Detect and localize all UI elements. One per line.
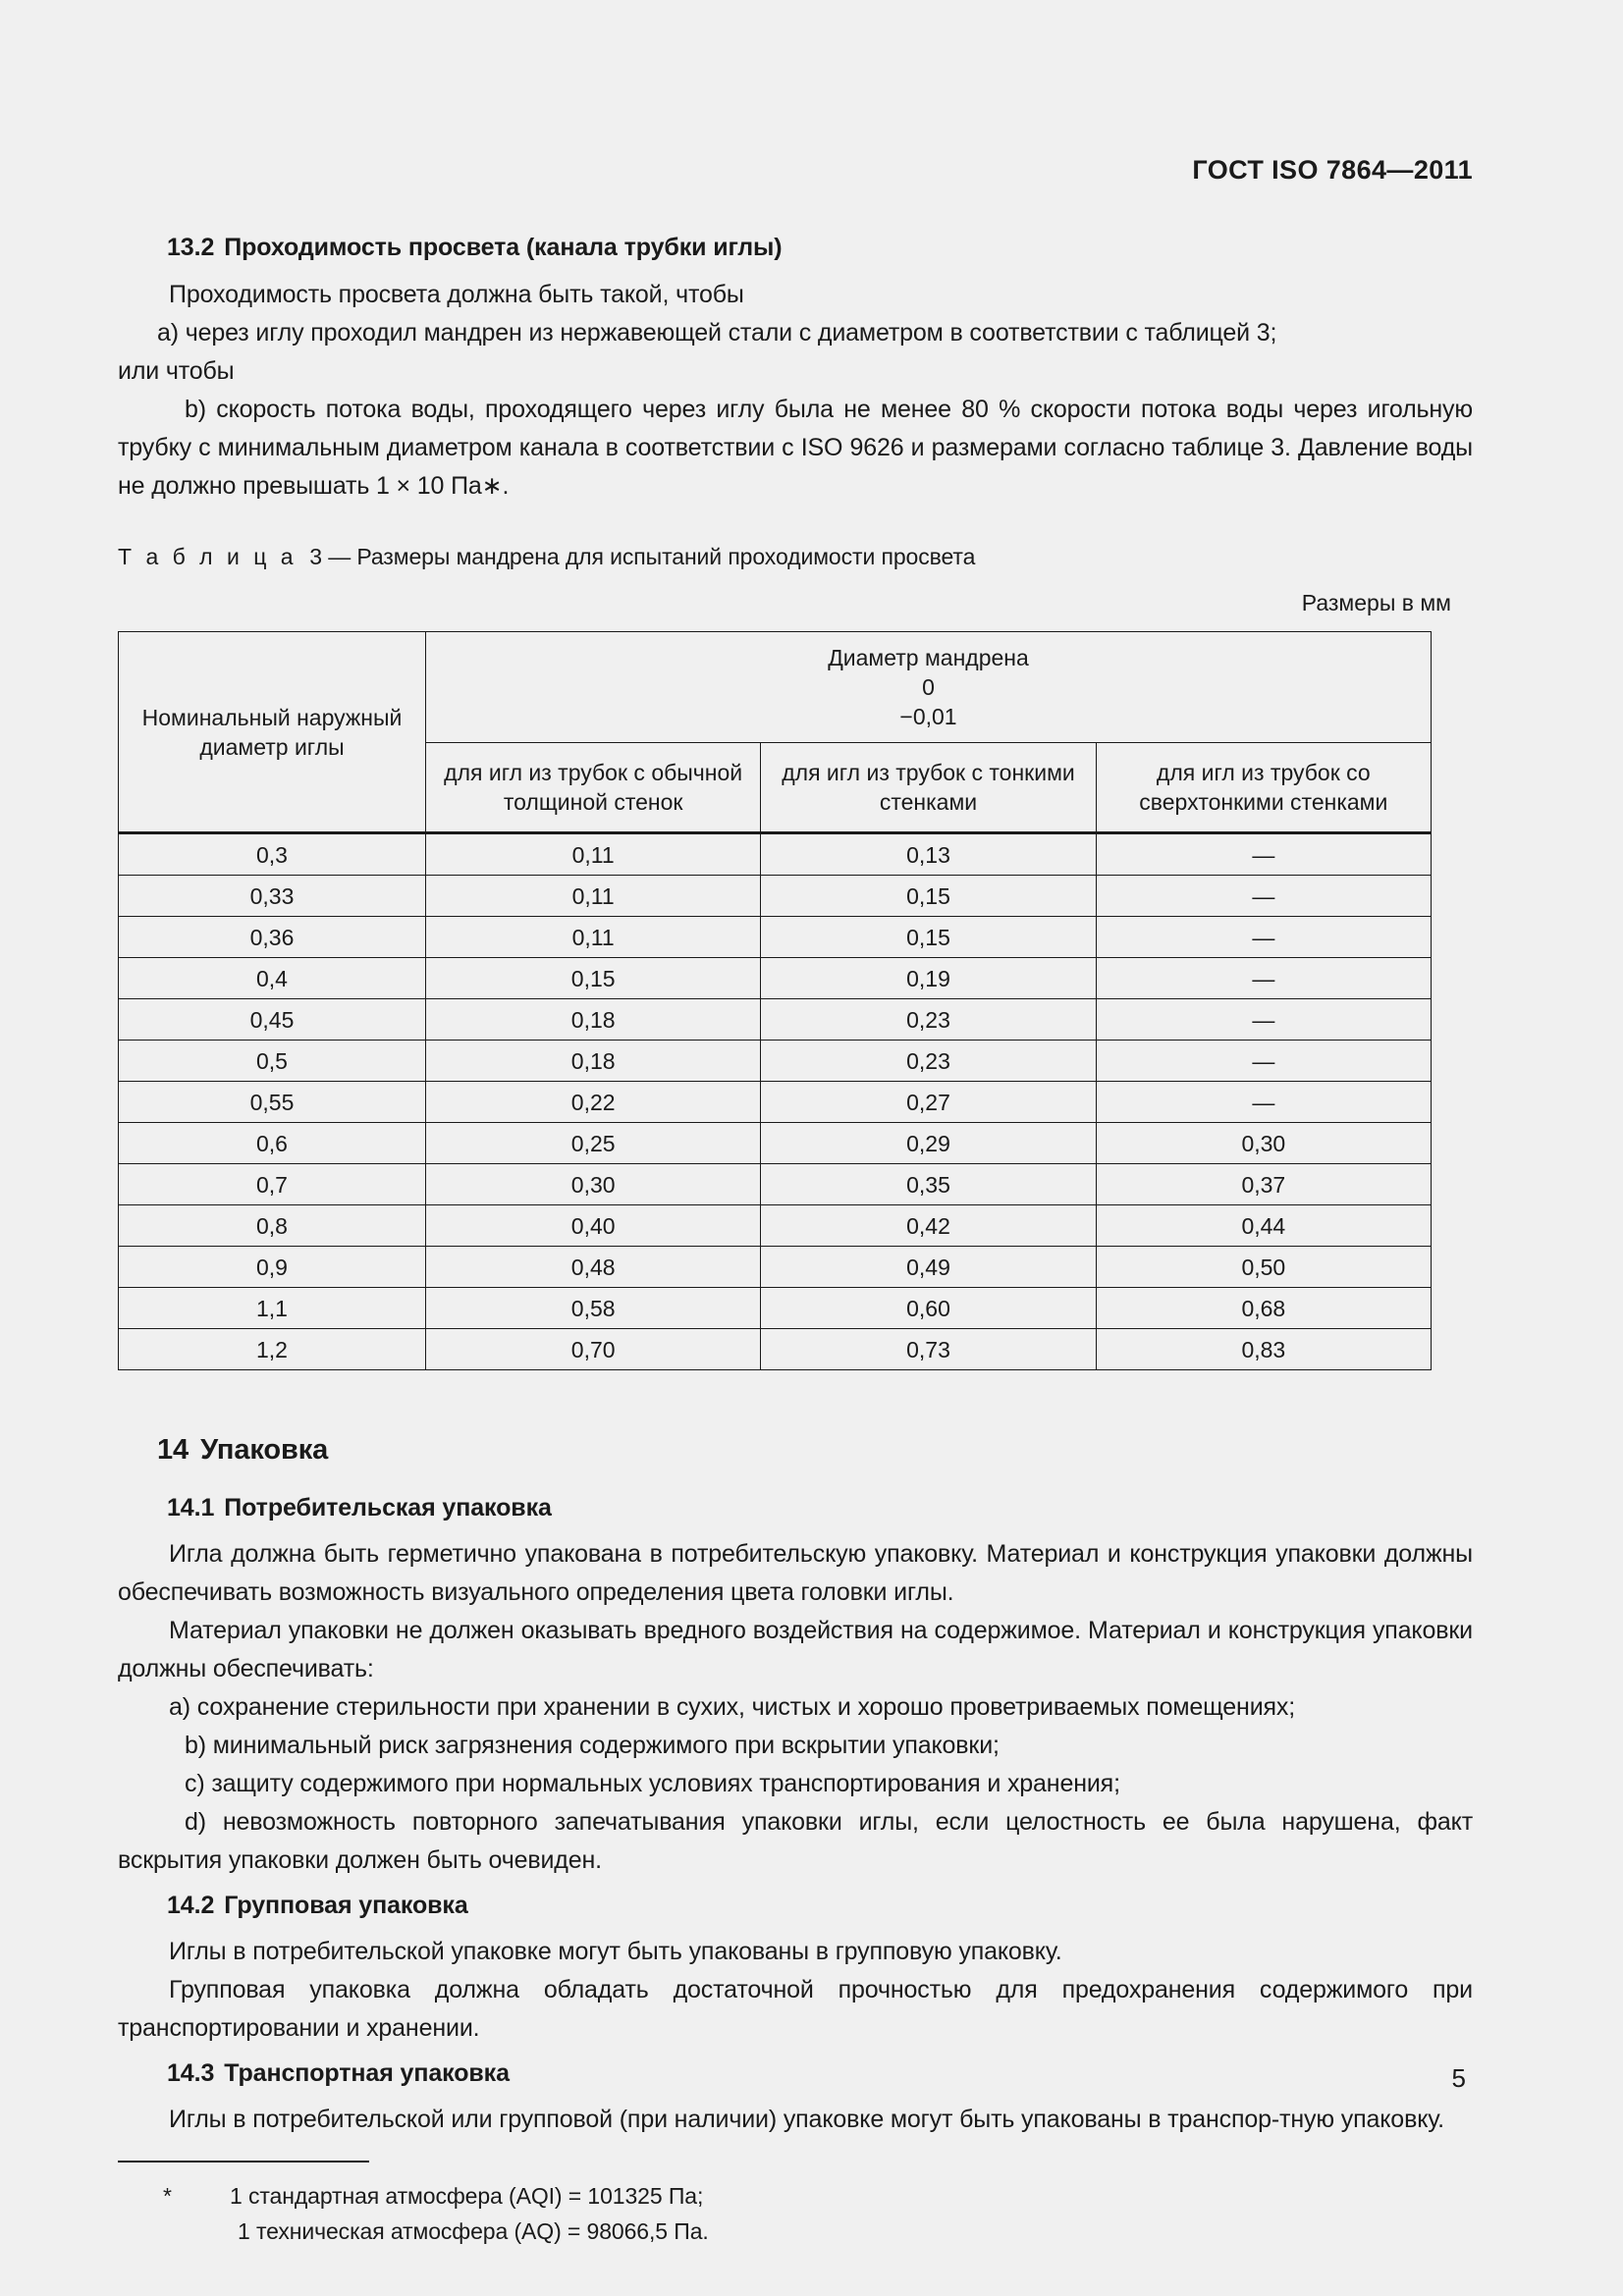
footnote-line-1-text: 1 стандартная атмосфера (AQI) = 101325 Па; <box>230 2183 704 2209</box>
table-row <box>119 833 1432 876</box>
table3-tolerance-lower: −0,01 <box>899 704 957 729</box>
table3-cell-mandrel-diameter: 0,11 <box>426 833 761 876</box>
heading-14-3-number: 14.3 <box>167 2059 215 2087</box>
table3-cell-mandrel-diameter: — <box>1096 833 1431 876</box>
table3-cell-mandrel-diameter: 0,58 <box>426 1288 761 1329</box>
table3-cell-nominal-diameter: 0,7 <box>119 1164 426 1205</box>
footnote-line-2: 1 техническая атмосфера (AQ) = 98066,5 Па. <box>238 2218 709 2244</box>
table3-cell-mandrel-diameter: 0,50 <box>1096 1247 1431 1288</box>
para-14-1-item-b: b) минимальный риск загрязнения содержимого при вскрытии упаковки; <box>185 1732 1000 1759</box>
table3-cell-mandrel-diameter: 0,60 <box>761 1288 1096 1329</box>
table3-cell-nominal-diameter: 0,36 <box>119 917 426 958</box>
table3-body <box>119 833 1432 1370</box>
footnote-line-1 <box>118 2178 1473 2214</box>
table3-cell-nominal-diameter: 1,1 <box>119 1288 426 1329</box>
heading-14-3 <box>118 2059 1473 2088</box>
table3-cell-mandrel-diameter: 0,11 <box>426 876 761 917</box>
table3-cell-mandrel-diameter: 0,18 <box>426 999 761 1041</box>
table3-cell-mandrel-diameter: 0,70 <box>426 1329 761 1370</box>
table3-cell-mandrel-diameter: 0,83 <box>1096 1329 1431 1370</box>
heading-14-3-title: Транспортная упаковка <box>224 2059 510 2087</box>
running-header-standard: ГОСТ ISO 7864—2011 <box>1192 155 1473 185</box>
para-13-2-or: или чтобы <box>118 357 235 385</box>
para-13-2-item-a: a) через иглу проходил мандрен из нержавеющей стали с диаметром в соответствии с таблицей 3; <box>157 319 1277 347</box>
table3-cell-mandrel-diameter: — <box>1096 876 1431 917</box>
table-row <box>119 1247 1432 1288</box>
table-row <box>119 1082 1432 1123</box>
table3-cell-mandrel-diameter: 0,27 <box>761 1082 1096 1123</box>
table3-cell-mandrel-diameter: — <box>1096 958 1431 999</box>
table3-cell-mandrel-diameter: 0,22 <box>426 1082 761 1123</box>
table3-cell-mandrel-diameter: 0,19 <box>761 958 1096 999</box>
heading-14-1 <box>118 1494 1473 1522</box>
table3-cell-nominal-diameter: 0,5 <box>119 1041 426 1082</box>
table-row <box>119 1288 1432 1329</box>
heading-14 <box>118 1434 1473 1467</box>
heading-14-1-title: Потребительская упаковка <box>224 1494 552 1522</box>
heading-14-2-number: 14.2 <box>167 1892 215 1919</box>
heading-14-2-title: Групповая упаковка <box>224 1892 468 1919</box>
table3-subheader-thin-wall: для игл из трубок с тонкими стенками <box>761 743 1096 833</box>
heading-13-2-number: 13.2 <box>167 234 215 261</box>
table-row <box>119 999 1432 1041</box>
table3-tolerance-upper: 0 <box>922 674 935 700</box>
table3-cell-mandrel-diameter: 0,30 <box>426 1164 761 1205</box>
para-13-2-intro: Проходимость просвета должна быть такой, чтобы <box>169 281 744 308</box>
heading-13-2 <box>118 234 1473 262</box>
table3-cell-mandrel-diameter: — <box>1096 1082 1431 1123</box>
table3-cell-mandrel-diameter: 0,23 <box>761 1041 1096 1082</box>
table3-cell-mandrel-diameter: 0,40 <box>426 1205 761 1247</box>
table-row <box>119 1205 1432 1247</box>
page-number: 5 <box>1451 2063 1466 2093</box>
heading-14-number: 14 <box>157 1434 189 1466</box>
heading-14-1-number: 14.1 <box>167 1494 215 1522</box>
para-14-2-p2: Групповая упаковка должна обладать достаточной прочностью для предохранения содержимого при транспортировании и хранении. <box>118 1976 1473 2042</box>
table3-cell-mandrel-diameter: 0,35 <box>761 1164 1096 1205</box>
table3-cell-mandrel-diameter: — <box>1096 999 1431 1041</box>
table3-cell-nominal-diameter: 1,2 <box>119 1329 426 1370</box>
table3-cell-mandrel-diameter: 0,29 <box>761 1123 1096 1164</box>
para-14-3-p1: Иглы в потребительской или групповой (при наличии) упаковке могут быть упакованы в транспор-тную упаковку. <box>169 2106 1444 2133</box>
table3-caption-label: Т а б л и ц а <box>118 544 298 569</box>
table3-cell-mandrel-diameter: 0,73 <box>761 1329 1096 1370</box>
table3-cell-mandrel-diameter: 0,30 <box>1096 1123 1431 1164</box>
table3-cell-mandrel-diameter: 0,42 <box>761 1205 1096 1247</box>
table3-header-row-group <box>119 632 1432 743</box>
table3-cell-mandrel-diameter: — <box>1096 1041 1431 1082</box>
table-row <box>119 917 1432 958</box>
para-14-1-p1: Игла должна быть герметично упакована в потребительскую упаковку. Материал и конструкция упаковки должны обеспечивать возможность визуального определения цвета головки иглы. <box>118 1540 1473 1606</box>
table3-cell-mandrel-diameter: 0,68 <box>1096 1288 1431 1329</box>
footnote-marker: * <box>163 2183 172 2209</box>
table3-cell-mandrel-diameter: 0,11 <box>426 917 761 958</box>
page-content <box>118 0 1473 2249</box>
table-3-mandrel-dimensions <box>118 631 1432 1370</box>
table3-cell-mandrel-diameter: 0,25 <box>426 1123 761 1164</box>
table3-cell-nominal-diameter: 0,33 <box>119 876 426 917</box>
table3-cell-mandrel-diameter: 0,15 <box>761 917 1096 958</box>
table3-cell-mandrel-diameter: 0,44 <box>1096 1205 1431 1247</box>
table-row <box>119 1041 1432 1082</box>
heading-13-2-title: Проходимость просвета (канала трубки иглы) <box>224 234 783 261</box>
para-14-1-p2: Материал упаковки не должен оказывать вредного воздействия на содержимое. Материал и конструкция упаковки должны обеспечивать: <box>118 1617 1473 1682</box>
para-14-1-item-c: c) защиту содержимого при нормальных условиях транспортирования и хранения; <box>185 1770 1120 1797</box>
table3-group-header-title: Диаметр мандрена <box>828 645 1029 670</box>
table3-cell-mandrel-diameter: — <box>1096 917 1431 958</box>
table3-cell-nominal-diameter: 0,3 <box>119 833 426 876</box>
table3-subheader-extra-thin-wall: для игл из трубок со сверхтонкими стенками <box>1096 743 1431 833</box>
table3-cell-mandrel-diameter: 0,37 <box>1096 1164 1431 1205</box>
table3-cell-nominal-diameter: 0,55 <box>119 1082 426 1123</box>
table3-caption-dash: — <box>328 544 352 569</box>
table-row <box>119 958 1432 999</box>
table3-caption <box>118 544 1473 570</box>
heading-14-2 <box>118 1892 1473 1920</box>
table3-group-header <box>426 632 1432 743</box>
para-13-2-item-b: b) скорость потока воды, проходящего через иглу была не менее 80 % скорости потока воды через игольную трубку с минимальным диаметром канала в соответствии с ISO 9626 и размерами согласно таблице 3. Давление воды не должно превышать 1 × 10 Па∗. <box>118 396 1473 500</box>
table3-cell-mandrel-diameter: 0,15 <box>426 958 761 999</box>
table3-cell-mandrel-diameter: 0,23 <box>761 999 1096 1041</box>
table3-units-note: Размеры в мм <box>1301 590 1451 615</box>
table3-caption-number: 3 <box>309 544 322 569</box>
table3-cell-nominal-diameter: 0,8 <box>119 1205 426 1247</box>
table-row <box>119 1164 1432 1205</box>
table3-subheader-normal-wall: для игл из трубок с обычной толщиной стенок <box>426 743 761 833</box>
heading-14-title: Упаковка <box>200 1434 329 1466</box>
table3-cell-nominal-diameter: 0,9 <box>119 1247 426 1288</box>
table3-cell-nominal-diameter: 0,4 <box>119 958 426 999</box>
para-14-1-item-a: a) сохранение стерильности при хранении в сухих, чистых и хорошо проветриваемых помещениях; <box>169 1693 1296 1721</box>
table3-cell-mandrel-diameter: 0,13 <box>761 833 1096 876</box>
table3-cell-mandrel-diameter: 0,15 <box>761 876 1096 917</box>
table3-head <box>119 632 1432 833</box>
para-14-1-item-d: d) невозможность повторного запечатывания упаковки иглы, если целостность ее была нарушена, факт вскрытия упаковки должен быть очевиден. <box>118 1808 1473 1874</box>
table3-cell-mandrel-diameter: 0,48 <box>426 1247 761 1288</box>
table3-cell-mandrel-diameter: 0,18 <box>426 1041 761 1082</box>
table-row <box>119 1329 1432 1370</box>
table3-cell-mandrel-diameter: 0,49 <box>761 1247 1096 1288</box>
table-row <box>119 1123 1432 1164</box>
table3-col1-header: Номинальный наружный диаметр иглы <box>119 632 426 833</box>
table-row <box>119 876 1432 917</box>
table3-cell-nominal-diameter: 0,6 <box>119 1123 426 1164</box>
table3-cell-nominal-diameter: 0,45 <box>119 999 426 1041</box>
table3-caption-text: Размеры мандрена для испытаний проходимости просвета <box>356 544 976 569</box>
para-14-2-p1: Иглы в потребительской упаковке могут быть упакованы в групповую упаковку. <box>169 1938 1062 1965</box>
